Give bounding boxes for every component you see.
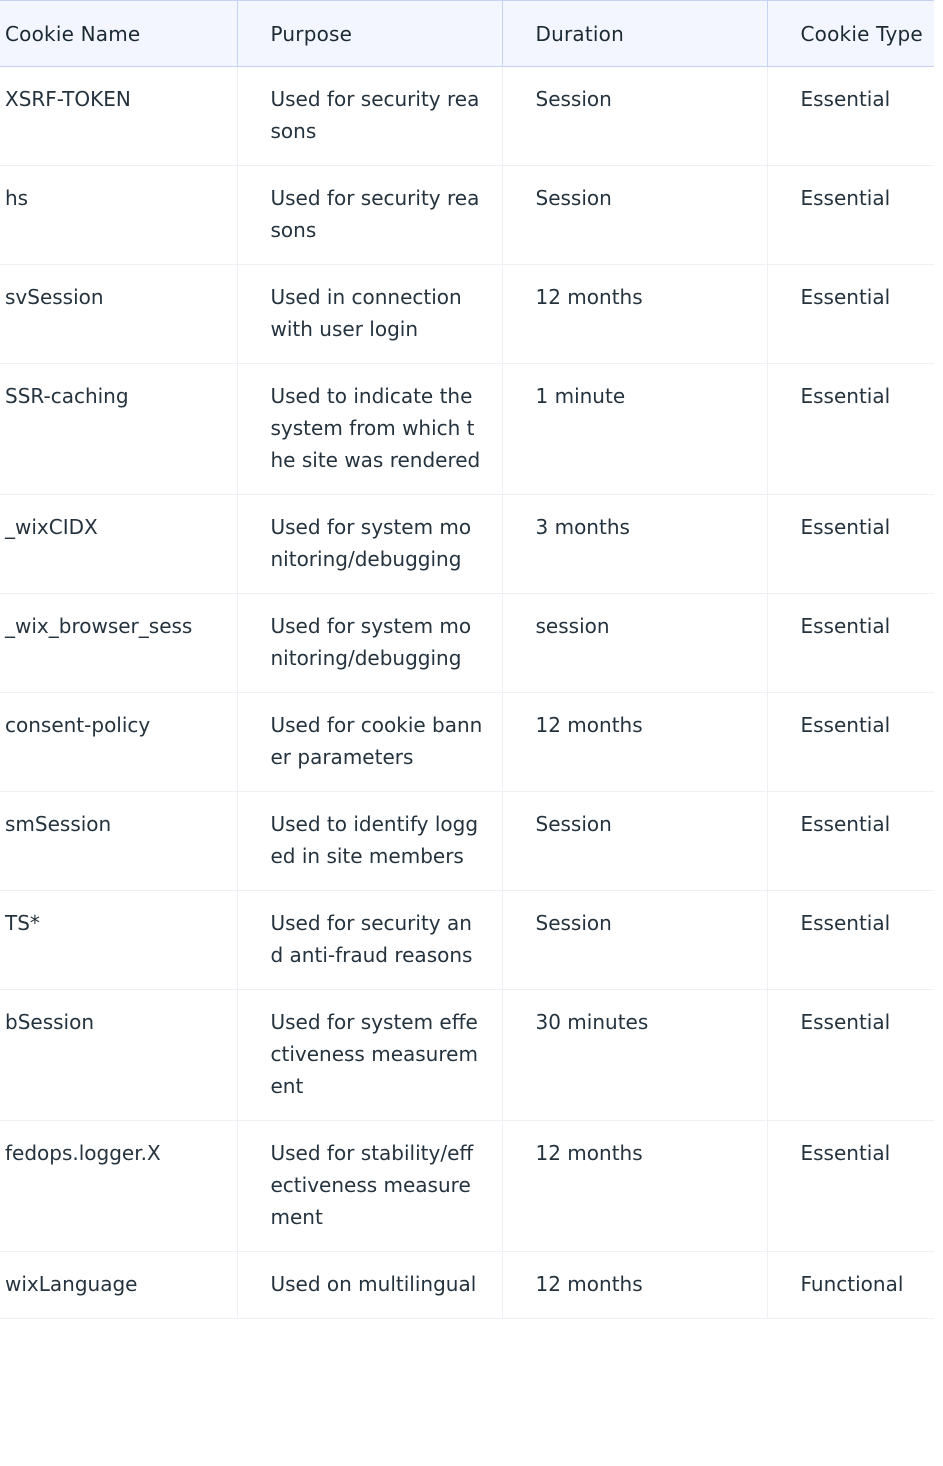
cell-purpose: Used for system monitoring/debugging [237,495,502,594]
cell-cookie-name: wixLanguage [0,1252,237,1319]
cell-duration: 12 months [502,265,767,364]
cell-purpose: Used on multilingual [237,1252,502,1319]
cell-cookie-type: Essential [767,1121,934,1252]
cell-duration: Session [502,166,767,265]
header-duration: Duration [502,1,767,67]
cell-purpose: Used for security reasons [237,67,502,166]
table-row [0,265,934,364]
cell-cookie-name: SSR-caching [0,364,237,495]
table-row [0,693,934,792]
cell-duration: 3 months [502,495,767,594]
table-header-row [0,1,934,67]
table-header [0,1,934,67]
cell-duration: Session [502,67,767,166]
cell-duration: session [502,594,767,693]
cell-duration: 12 months [502,693,767,792]
cell-purpose: Used for system effectiveness measurement [237,990,502,1121]
table-row [0,891,934,990]
cell-duration: Session [502,891,767,990]
cell-cookie-type: Essential [767,990,934,1121]
cell-duration: 30 minutes [502,990,767,1121]
cell-cookie-name: _wix_browser_sess [0,594,237,693]
header-cookie-name: Cookie Name [0,1,237,67]
cell-purpose: Used for security reasons [237,166,502,265]
cell-purpose: Used for stability/effectiveness measurement [237,1121,502,1252]
cell-cookie-type: Essential [767,364,934,495]
cell-cookie-type: Essential [767,891,934,990]
cell-cookie-name: svSession [0,265,237,364]
cell-cookie-name: fedops.logger.X [0,1121,237,1252]
table-row [0,364,934,495]
cell-cookie-name: consent-policy [0,693,237,792]
table-row [0,166,934,265]
cell-purpose: Used for system monitoring/debugging [237,594,502,693]
cell-cookie-type: Essential [767,792,934,891]
cell-cookie-name: hs [0,166,237,265]
header-cookie-type: Cookie Type [767,1,934,67]
table-row [0,792,934,891]
cell-cookie-type: Functional [767,1252,934,1319]
cell-cookie-name: _wixCIDX [0,495,237,594]
cell-purpose: Used to indicate the system from which the site was rendered [237,364,502,495]
cell-duration: 12 months [502,1252,767,1319]
cell-purpose: Used in connection with user login [237,265,502,364]
cell-cookie-type: Essential [767,594,934,693]
cell-cookie-name: TS* [0,891,237,990]
cell-cookie-type: Essential [767,693,934,792]
cell-cookie-name: XSRF-TOKEN [0,67,237,166]
table-row [0,495,934,594]
cell-duration: 1 minute [502,364,767,495]
cell-purpose: Used for cookie banner parameters [237,693,502,792]
cell-cookie-type: Essential [767,265,934,364]
cell-duration: 12 months [502,1121,767,1252]
cell-cookie-type: Essential [767,67,934,166]
table-row [0,990,934,1121]
cell-purpose: Used to identify logged in site members [237,792,502,891]
table-row [0,1252,934,1319]
header-purpose: Purpose [237,1,502,67]
table-body [0,67,934,1319]
table-row [0,1121,934,1252]
table-row [0,67,934,166]
cell-cookie-name: bSession [0,990,237,1121]
cell-cookie-type: Essential [767,166,934,265]
cell-cookie-name: smSession [0,792,237,891]
table-row [0,594,934,693]
cell-purpose: Used for security and anti-fraud reasons [237,891,502,990]
cell-cookie-type: Essential [767,495,934,594]
cell-duration: Session [502,792,767,891]
